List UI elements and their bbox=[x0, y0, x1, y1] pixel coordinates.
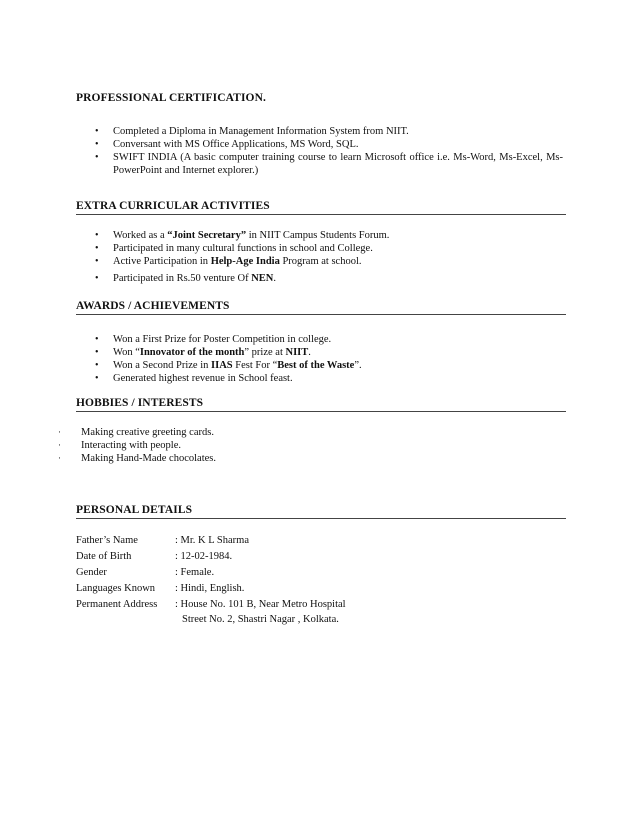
bullet-icon: • bbox=[95, 126, 99, 137]
bullet-icon: • bbox=[95, 256, 99, 267]
section-divider bbox=[76, 411, 566, 412]
section-divider bbox=[76, 518, 566, 519]
certification-heading: PROFESSIONAL CERTIFICATION. bbox=[76, 92, 266, 104]
personal-heading: PERSONAL DETAILS bbox=[76, 504, 193, 516]
bullet-icon: • bbox=[95, 230, 99, 241]
bullet-icon: • bbox=[95, 243, 99, 254]
awards-heading: AWARDS / ACHIEVEMENTS bbox=[76, 300, 230, 312]
bullet-icon: · bbox=[58, 453, 61, 463]
bullet-icon: • bbox=[95, 273, 99, 284]
resume-page: PROFESSIONAL CERTIFICATION. • Completed a Diploma in Management Information System from NIIT. • Conversant with MS Office Applications, MS Word, SQL. • SWIFT INDIA (A basic computer training course to learn Microsoft office i.e. Ms-Word, Ms-Excel, Ms-PowerPoint and Internet explorer.) EXTRA CURRICULAR ACTIVITIES • Worked as a “Joint Secretary” in NIIT Campus Students Forum. • Participated in many cultural functions in school and College. • Active Participation in Help-Age India Program at school. • Participated in Rs.50 venture Of NEN. AWARDS / ACHIEVEMENTS • Won a First Prize for Poster Competition in college. • Won “Innovator of the month” prize at NIIT. • Won a Second Prize in IIAS Fest For “Best of the Waste”. • Generated highest revenue in School feast. HOBBIES / INTERESTS · Making creative greeting cards. · Interacting with people. · Making Hand-Made chocolates. PERSONAL DETAILS Father’s Name : Mr. K L Sharma Date of Birth : 12-02-1984. Gender : Female. Languages Known : Hindi, English. Permanent Address : House No. 101 B, Near Metro Hospital Street No. 2, Shastri Nagar , Kolkata. bbox=[0, 0, 638, 826]
section-divider bbox=[76, 314, 566, 315]
hobbies-heading: HOBBIES / INTERESTS bbox=[76, 397, 204, 409]
bullet-icon: · bbox=[58, 427, 61, 437]
personal-address-line2: Street No. 2, Shastri Nagar , Kolkata. bbox=[182, 614, 339, 625]
bullet-icon: · bbox=[58, 440, 61, 450]
extracurricular-heading: EXTRA CURRICULAR ACTIVITIES bbox=[76, 200, 270, 212]
bullet-icon: • bbox=[95, 139, 99, 150]
bullet-icon: • bbox=[95, 360, 99, 371]
bullet-icon: • bbox=[95, 152, 99, 163]
section-divider bbox=[76, 214, 566, 215]
bullet-icon: • bbox=[95, 347, 99, 358]
bullet-icon: • bbox=[95, 373, 99, 384]
bullet-icon: • bbox=[95, 334, 99, 345]
